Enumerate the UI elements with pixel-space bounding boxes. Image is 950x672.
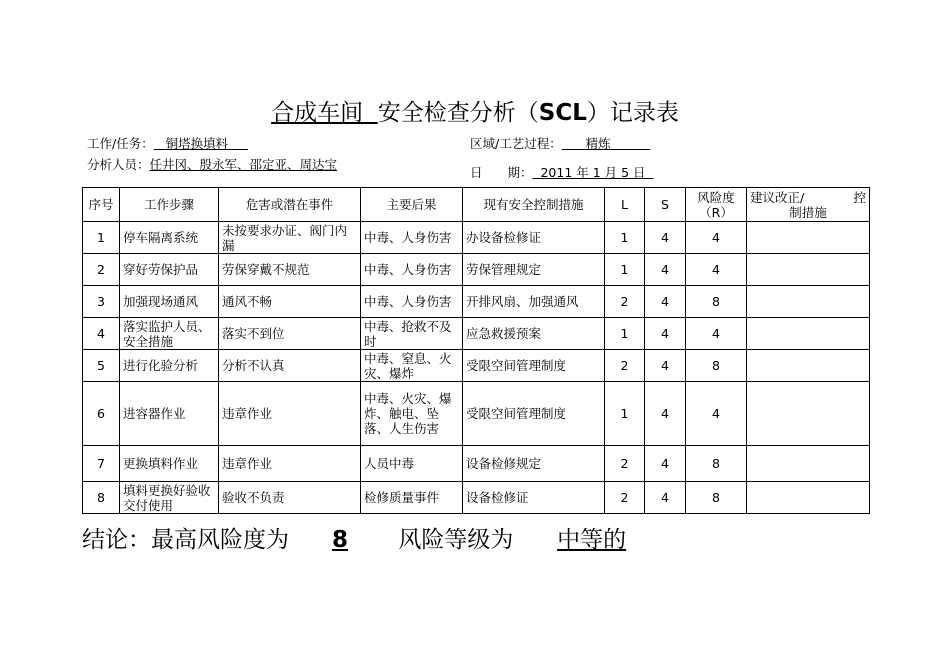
conclusion: [82, 524, 663, 556]
row-control: 受限空间管理制度: [463, 350, 605, 382]
header-step: 工作步骤: [120, 188, 219, 222]
row-l: 1: [605, 254, 645, 286]
row-control: 设备检修证: [463, 482, 605, 514]
row-suggest: [747, 382, 870, 446]
row-suggest: [747, 482, 870, 514]
row-number: 6: [83, 382, 120, 446]
row-l: 2: [605, 286, 645, 318]
row-number: 4: [83, 318, 120, 350]
row-l: 1: [605, 222, 645, 254]
header-s: S: [645, 188, 686, 222]
row-step: 更换填料作业: [120, 446, 219, 482]
row-risk: 4: [686, 318, 747, 350]
row-control: 受限空间管理制度: [463, 382, 605, 446]
row-control: 设备检修规定: [463, 446, 605, 482]
table-row: [83, 286, 870, 318]
row-number: 7: [83, 446, 120, 482]
row-suggest: [747, 254, 870, 286]
row-s: 4: [645, 318, 686, 350]
header-l: L: [605, 188, 645, 222]
document-title: [0, 98, 950, 128]
title-scl: SCL: [538, 100, 587, 126]
row-risk: 4: [686, 382, 747, 446]
row-s: 4: [645, 446, 686, 482]
row-hazard: 未按要求办证、阀门内漏: [219, 222, 361, 254]
row-number: 2: [83, 254, 120, 286]
row-l: 1: [605, 318, 645, 350]
row-suggest: [747, 286, 870, 318]
row-step: 填料更换好验收交付使用: [120, 482, 219, 514]
header-consequence: 主要后果: [361, 188, 463, 222]
row-l: 2: [605, 482, 645, 514]
title-workshop: 合成车间: [271, 100, 364, 126]
row-step: 进容器作业: [120, 382, 219, 446]
row-control: 应急救援预案: [463, 318, 605, 350]
table-row: [83, 382, 870, 446]
row-s: 4: [645, 482, 686, 514]
row-suggest: [747, 222, 870, 254]
row-risk: 8: [686, 286, 747, 318]
row-control: 开排风扇、加强通风: [463, 286, 605, 318]
title-end: ）记录表: [586, 100, 679, 126]
scl-table: [82, 187, 870, 514]
header-no: 序号: [83, 188, 120, 222]
row-l: 2: [605, 446, 645, 482]
task-field: [87, 136, 248, 152]
row-number: 8: [83, 482, 120, 514]
row-control: 办设备检修证: [463, 222, 605, 254]
row-risk: 8: [686, 350, 747, 382]
row-number: 5: [83, 350, 120, 382]
row-consequence: 中毒、人身伤害: [361, 254, 463, 286]
row-number: 1: [83, 222, 120, 254]
analysts-value: 任井冈、殷永军、邵定亚、周达宝: [149, 157, 338, 172]
row-consequence: 检修质量事件: [361, 482, 463, 514]
analysts-field: [87, 157, 349, 173]
row-s: 4: [645, 350, 686, 382]
row-hazard: 验收不负责: [219, 482, 361, 514]
row-hazard: 违章作业: [219, 446, 361, 482]
row-suggest: [747, 350, 870, 382]
row-consequence: 中毒、抢救不及时: [361, 318, 463, 350]
row-risk: 4: [686, 254, 747, 286]
header-suggest: 建议改正/ 控 制措施: [747, 188, 870, 222]
table-row: [83, 318, 870, 350]
row-number: 3: [83, 286, 120, 318]
row-consequence: 中毒、窒息、火灾、爆炸: [361, 350, 463, 382]
row-l: 2: [605, 350, 645, 382]
row-hazard: 通风不畅: [219, 286, 361, 318]
row-suggest: [747, 446, 870, 482]
row-risk: 8: [686, 482, 747, 514]
area-value: 精炼: [585, 136, 611, 151]
title-main: 安全检查分析（: [377, 100, 539, 126]
row-consequence: 中毒、火灾、爆炸、触电、坠落、人生伤害: [361, 382, 463, 446]
table-row: [83, 446, 870, 482]
date-field: [470, 165, 654, 181]
date-value: 2011 年 1 月 5 日: [540, 165, 646, 180]
row-risk: 4: [686, 222, 747, 254]
area-field: [470, 136, 650, 152]
table-row: [83, 350, 870, 382]
row-consequence: 中毒、人身伤害: [361, 222, 463, 254]
row-l: 1: [605, 382, 645, 446]
header-control: 现有安全控制措施: [463, 188, 605, 222]
row-step: 落实监护人员、安全措施: [120, 318, 219, 350]
max-risk-value: 8: [331, 527, 348, 553]
table-row: [83, 222, 870, 254]
level-value: 中等的: [557, 527, 627, 553]
row-hazard: 分析不认真: [219, 350, 361, 382]
row-step: 加强现场通风: [120, 286, 219, 318]
row-control: 劳保管理规定: [463, 254, 605, 286]
level-label: 风险等级为: [398, 527, 514, 553]
task-value: 铜塔换填料: [165, 136, 229, 151]
row-suggest: [747, 318, 870, 350]
row-hazard: 落实不到位: [219, 318, 361, 350]
row-s: 4: [645, 286, 686, 318]
row-hazard: 劳保穿戴不规范: [219, 254, 361, 286]
title-gap: [363, 100, 378, 126]
task-label: 工作/任务：: [87, 136, 154, 151]
header-risk: 风险度（R）: [686, 188, 747, 222]
row-s: 4: [645, 222, 686, 254]
table-row: [83, 482, 870, 514]
date-label: 日 期：: [470, 165, 533, 180]
header-hazard: 危害或潜在事件: [219, 188, 361, 222]
row-step: 进行化验分析: [120, 350, 219, 382]
area-label: 区域/工艺过程：: [470, 136, 562, 151]
analysts-label: 分析人员：: [87, 157, 150, 172]
table-header-row: [83, 188, 870, 222]
table-row: [83, 254, 870, 286]
row-s: 4: [645, 382, 686, 446]
row-consequence: 人员中毒: [361, 446, 463, 482]
row-step: 穿好劳保护品: [120, 254, 219, 286]
row-consequence: 中毒、人身伤害: [361, 286, 463, 318]
row-risk: 8: [686, 446, 747, 482]
row-step: 停车隔离系统: [120, 222, 219, 254]
conclusion-label: 结论：最高风险度为: [82, 527, 289, 553]
row-hazard: 违章作业: [219, 382, 361, 446]
row-s: 4: [645, 254, 686, 286]
